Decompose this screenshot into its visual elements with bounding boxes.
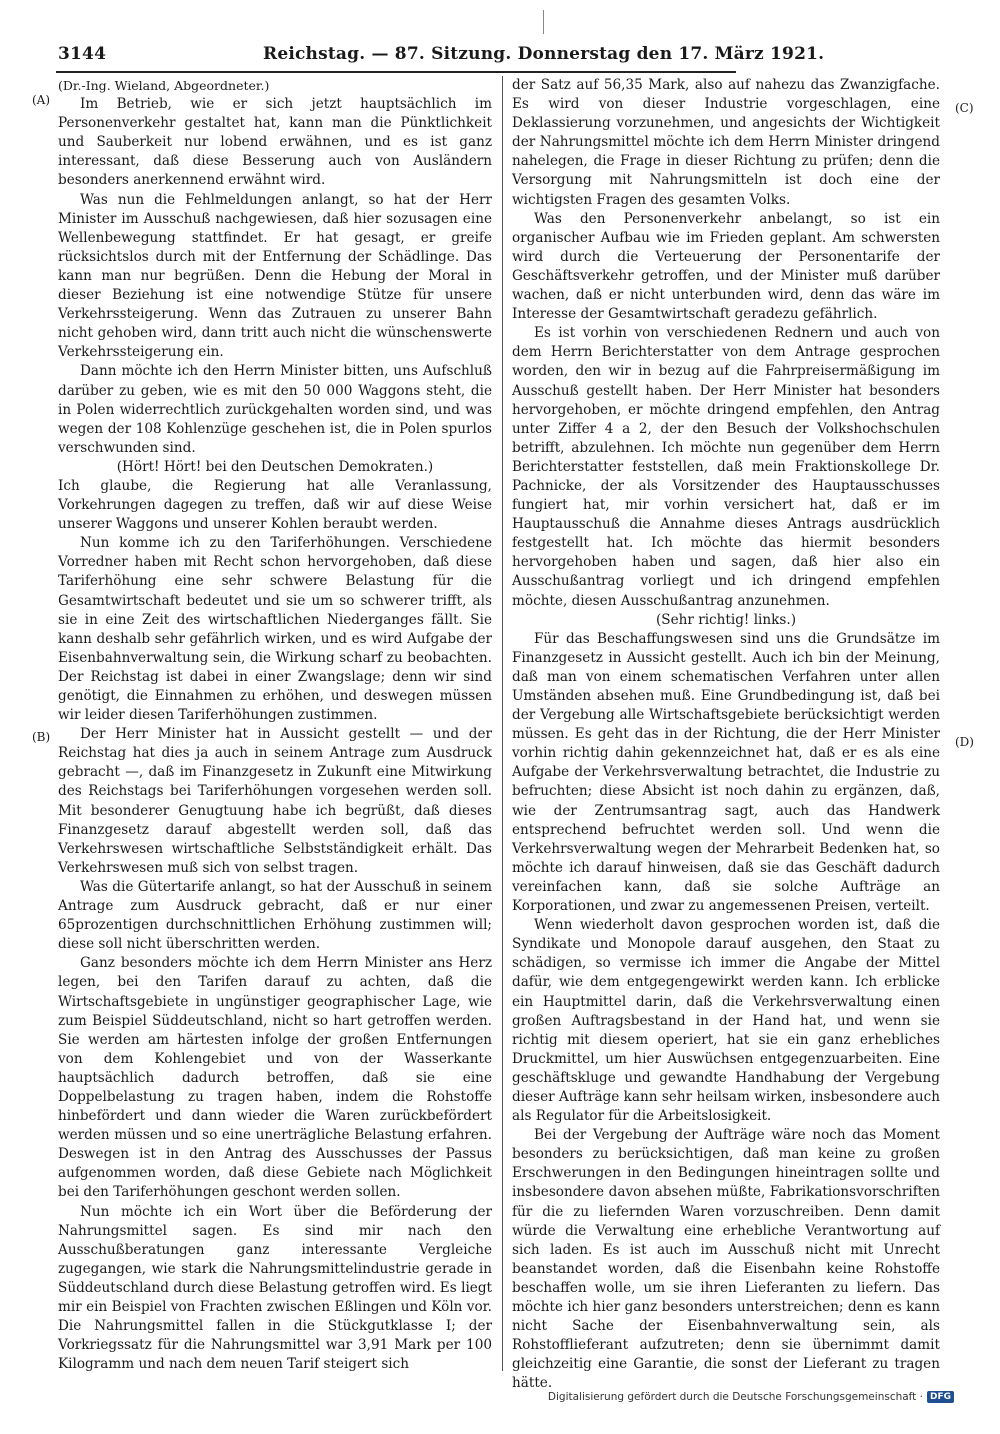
paragraph: Es ist vorhin von verschiedenen Rednern und auch von dem Herrn Berichterstatter von dem Antrage gesprochen worden, den wir in bezug auf die Fahrpreisermäßigung im Ausschuß gestellt haben. Der Herr Minister hat besonders hervorgehoben, er möchte dringend empfehlen, den Antrag unter Ziffer 4 a 2, der den Besuch der Volkshochschulen betrifft, abzulehnen. Ich möchte nun gegenüber dem Herrn Berichterstatter feststellen, daß mein Fraktionskollege Dr. Pachnicke, der als Vorsitzender des Hauptausschusses fungiert hat, mir vorhin versichert hat, daß er im Hauptausschuß die Annahme dieses Antrags ausdrücklich festgestellt hat. Ich möchte das hiermit besonders hervorgehoben haben und sagen, daß hier also ein Ausschußantrag vorliegt und ich dringend empfehlen möchte, diesen Ausschußantrag anzunehmen. — [512, 325, 940, 609]
paragraph: Der Herr Minister hat in Aussicht gestellt — und der Reichstag hat dies ja auch in seinem Antrage zum Ausdruck gebracht —, daß im Finanzgesetz in Zukunft eine Mitwirkung des Reichstags bei Tariferhöhungen vorgesehen werden soll. Mit besonderer Genugtuung habe ich begrüßt, daß dieses Finanzgesetz darauf abgestellt werden soll, daß das Verkehrswesen wirtschaftliche Selbstständigkeit erhält. Das Verkehrswesen muß sich von selbst tragen. — [58, 726, 492, 876]
paragraph: Für das Beschaffungswesen sind uns die Grundsätze im Finanzgesetz in Aussicht gestellt. Auch ich bin der Meinung, daß man von einem schematischen Verfahren unter allen Umständen absehen muß. Eine Grundbedingung ist, daß bei der Vergebung alle Wirtschaftsgebiete berücksichtigt werden müssen. Es geht das in der Richtung, die der Herr Minister vorhin richtig dahin gekennzeichnet hat, daß er es als eine Aufgabe der Verkehrsverwaltung betrachtet, die Industrie zu befruchten; diese Absicht ist noch dahin zu ergänzen, daß, wie der Zentrumsantrag sagt, auch das Handwerk entsprechend befruchtet werden soll. Und wenn die Verkehrsverwaltung wegen der Mehrarbeit Bedenken hat, so möchte ich darauf hinweisen, daß sie das Geschäft dadurch vereinfachen kann, daß sie solche Aufträge an Korporationen, und zwar zu angemessenen Preisen, verteilt. — [512, 630, 940, 915]
interjection: (Hört! Hört! bei den Deutschen Demokraten.) — [116, 458, 434, 475]
paragraph: der Satz auf 56,35 Mark, also auf nahezu das Zwanzigfache. Es wird von dieser Industrie vorgeschlagen, eine Deklassierung vorzunehmen, und angesichts der Wichtigkeit der Nahrungsmittel möchte ich dem Herrn Minister dringend nahelegen, die Frage in dieser Richtung zu prüfen; denn die Versorgung mit Nahrungsmitteln ist doch eine der wichtigsten Fragen des gesamten Volks. — [512, 77, 940, 208]
paragraph: Was nun die Fehlmeldungen anlangt, so hat der Herr Minister im Ausschuß nachgewiesen, daß hier sozusagen eine Wellenbewegung stattfindet. Er hat gesagt, er greife rücksichtslos durch mit der Entfernung der Schädlinge. Das kann man nur begrüßen. Denn die Hebung der Moral in dieser Beziehung ist eine notwendige Stütze für unsere Verkehrssteigerung. Wenn das Zutrauen zu unserer Bahn nicht gehoben wird, dann tritt auch nicht die wünschenswerte Verkehrssteigerung ein. — [58, 191, 492, 361]
page-header — [58, 44, 825, 70]
header-rule — [56, 71, 736, 73]
paragraph: Was den Personenverkehr anbelangt, so ist ein organischer Aufbau wie im Frieden geplant. Am schwersten wird durch die Verteuerung der Personentarife der Geschäftsverkehr getroffen, und der Minister muß darüber wachen, daß er nicht unterbunden wird, denn das wäre im Interesse der Gesamtwirtschaft geradezu gefährlich. — [512, 210, 940, 323]
dfg-logo: DFG — [927, 1391, 954, 1403]
paragraph: Nun komme ich zu den Tariferhöhungen. Verschiedene Vorredner haben mit Recht schon hervorgehoben, daß diese Tariferhöhung eine sehr schwere Belastung für die Gesamtwirtschaft bedeutet und sie um so schwerer trifft, als sie in eine Zeit des wirtschaftlichen Niederganges fällt. Sie kann deshalb sehr gefährlich wirken, und es wird Aufgabe der Eisenbahnverwaltung sein, die Wirkung scharf zu beobachten. Der Reichstag ist dabei in einer Zwangslage; denn wir sind genötigt, die Einnahmen zu erhöhen, und deswegen müssen wir leider diesen Tariferhöhungen zustimmen. — [58, 535, 492, 724]
scan-mark — [543, 10, 544, 34]
speaker-line: (Dr.-Ing. Wieland, Abgeordneter.) — [58, 78, 270, 93]
paragraph: Ich glaube, die Regierung hat alle Veranlassung, Vorkehrungen dagegen zu treffen, daß wir auf diese Weise unserer Waggons und unserer Kohlen beraubt werden. — [58, 477, 492, 533]
footer-text: Digitalisierung gefördert durch die Deutsche Forschungsgemeinschaft · — [547, 1391, 923, 1403]
left-column — [58, 76, 492, 1374]
margin-marker-a: (A) — [32, 93, 51, 107]
paragraph: Bei der Vergebung der Aufträge wäre noch das Moment besonders zu berücksichtigen, daß man keine zu großen Erschwerungen in den Bedingungen hineintragen sollte und insbesondere davon absehen müßte, Fabrikationsvorschriften für die zu liefernden Waren vorzuschreiben. Denn damit würde die Verwaltung eine erhebliche Verantwortung auf sich laden. Es ist auch im Ausschuß nicht mit Unrecht beanstandet worden, daß die Eisenbahn keine Rohstoffe beschaffen wolle, um sie ihren Lieferanten zu liefern. Das möchte ich hier ganz besonders unterstreichen; denn es kann nicht Sache der Eisenbahnverwaltung sein, als Rohstofflieferant aufzutreten; denn sie übernimmt damit gleichzeitig eine Garantie, die sonst der Lieferant zu tragen hätte. — [512, 1127, 940, 1392]
margin-marker-c: (C) — [955, 101, 974, 115]
paragraph: Im Betrieb, wie er sich jetzt hauptsächlich im Personenverkehr gestaltet hat, kann man die Pünktlichkeit und Sauberkeit nur lobend erwähnen, und es ist ganz interessant, daß diese Besserung auch von Ausländern besonders anerkennend erwähnt wird. — [58, 96, 492, 189]
paragraph: Dann möchte ich den Herrn Minister bitten, uns Aufschluß darüber zu geben, wie es mit den 50 000 Waggons steht, die in Polen widerrechtlich zurückgehalten worden sind, und was wegen der 108 Kohlenzüge geschehen ist, die in Polen spurlos verschwunden sind. — [58, 363, 492, 456]
paragraph: Was die Gütertarife anlangt, so hat der Ausschuß in seinem Antrage zum Ausdruck gebracht, daß er nur einer 65prozentigen durchschnittlichen Erhöhung zustimmen will; diese soll nicht überschritten werden. — [58, 878, 492, 953]
right-column — [512, 76, 940, 1393]
column-divider — [502, 76, 503, 1371]
paragraph: Nun möchte ich ein Wort über die Beförderung der Nahrungsmittel sagen. Es sind mir nach den Ausschußberatungen ganz interessante Vergleiche zugegangen, wie stark die Nahrungsmittelindustrie gerade in Süddeutschland durch diese Belastung getroffen wird. Es liegt mir ein Beispiel von Frachten zwischen Eßlingen und Köln vor. Die Nahrungsmittel fallen in die Stückgutklasse I; der Vorkriegssatz für die Nahrungsmittel war 3,91 Mark per 100 Kilogramm und nach dem neuen Tarif steigert sich — [58, 1203, 492, 1373]
margin-marker-b: (B) — [32, 730, 51, 744]
running-title: Reichstag. — 87. Sitzung. Donnerstag den 17. März 1921. — [263, 44, 825, 64]
margin-marker-d: (D) — [955, 735, 974, 749]
paragraph: Ganz besonders möchte ich dem Herrn Minister ans Herz legen, bei den Tarifen darauf zu achten, daß die Wirtschaftsgebiete in ungünstiger geographischer Lage, wie zum Beispiel Süddeutschland, nicht so hart getroffen werden. Sie werden am härtesten infolge der großen Entfernungen von dem Kohlengebiet und von der Wasserkante hauptsächlich dadurch betroffen, daß sie eine Doppelbelastung zu tragen haben, indem die Rohstoffe hinbefördert und dann wieder die Waren zurückbefördert werden müssen und so eine unerträgliche Belastung erfahren. Deswegen ist in den Antrag des Ausschusses der Passus aufgenommen worden, daß diese Gebiete nach Möglichkeit bei den Tariferhöhungen geschont werden sollen. — [58, 955, 492, 1201]
page-number: 3144 — [58, 44, 107, 64]
digitization-footer — [548, 1391, 954, 1403]
interjection: (Sehr richtig! links.) — [655, 611, 797, 628]
paragraph: Wenn wiederholt davon gesprochen worden ist, daß die Syndikate und Monopole darauf ausgehen, den Staat zu schädigen, so vermisse ich immer die Angabe der Mittel dafür, wie dem entgegengewirkt werden kann. Ich erblicke ein Hauptmittel darin, daß die Verkehrsverwaltung einen großen Auftragsbestand in der Hand hat, und wenn sie richtig mit diesem operiert, hat sie ein ganz erhebliches Druckmittel, um hier Auswüchsen entgegenzuarbeiten. Eine geschäftskluge und gewandte Handhabung der Vergebung dieser Aufträge kann sehr heilsam wirken, insbesondere auch als Regulator für die Arbeitslosigkeit. — [512, 917, 940, 1125]
